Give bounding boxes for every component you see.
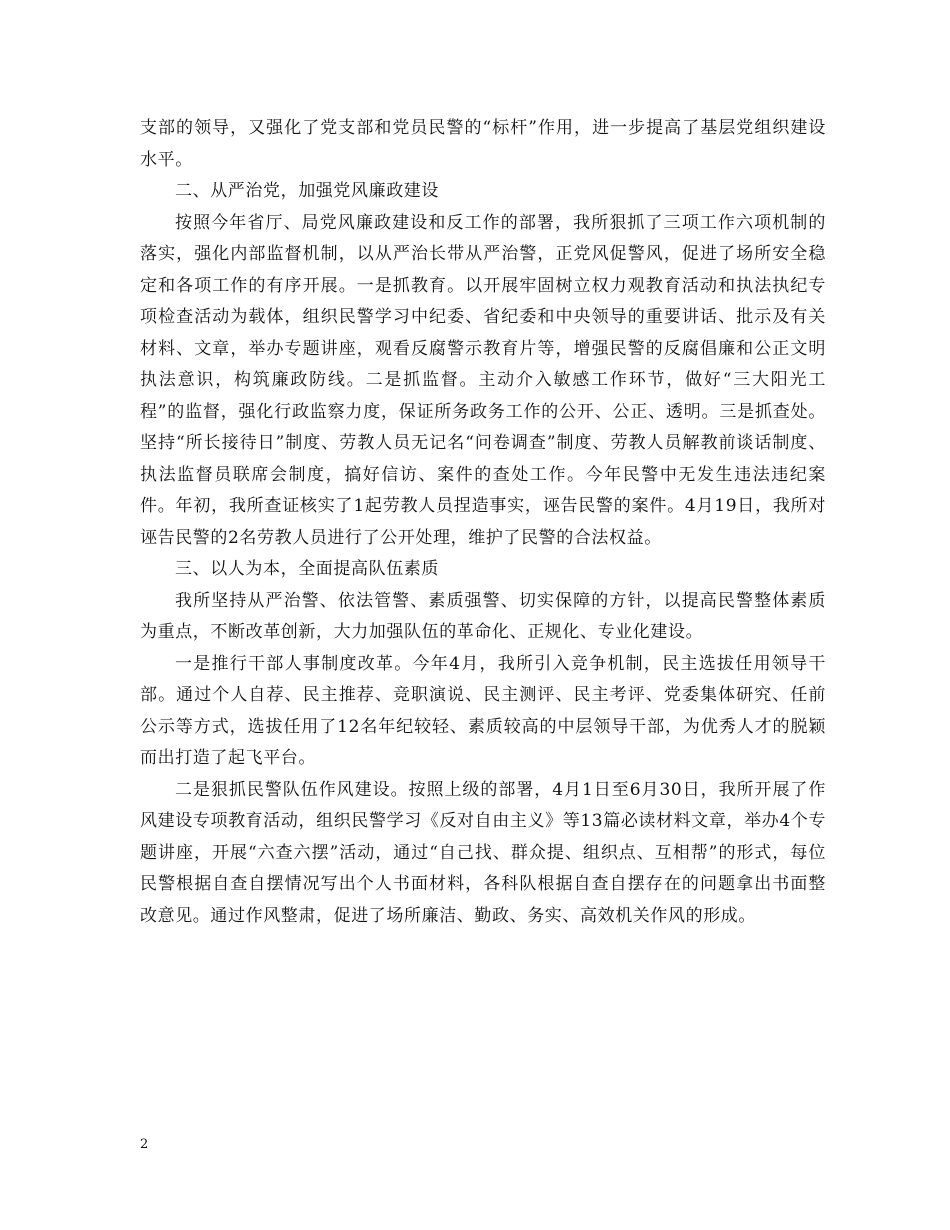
section-heading-2: 二、从严治党，加强党风廉政建设 bbox=[175, 181, 439, 201]
section-heading-3: 三、以人为本，全面提高队伍素质 bbox=[175, 559, 439, 579]
document-body bbox=[140, 113, 826, 932]
paragraph-continuation: 支部的领导，又强化了党支部和党员民警的“标杆”作用，进一步提高了基层党组织建设水平。 bbox=[140, 118, 826, 170]
paragraph-personnel-reform: 一是推行干部人事制度改革。今年4月，我所引入竞争机制，民主选拔任用领导干部。通过个人自荐、民主推荐、竞职演说、民主测评、民主考评、党委集体研究、任前公示等方式，选拔任用了12名年纪较轻、素质较高的中层领导干部，为优秀人才的脱颖而出打造了起飞平台。 bbox=[140, 653, 826, 768]
paragraph-team-quality: 我所坚持从严治警、依法管警、素质强警、切实保障的方针，以提高民警整体素质为重点，不断改革创新，大力加强队伍的革命化、正规化、专业化建设。 bbox=[140, 590, 826, 642]
paragraph-party-discipline: 按照今年省厅、局党风廉政建设和反工作的部署，我所狠抓了三项工作六项机制的落实，强化内部监督机制，以从严治长带从严治警，正党风促警风，促进了场所安全稳定和各项工作的有序开展。一是抓教育。以开展牢固树立权力观教育活动和执法执纪专项检查活动为载体，组织民警学习中纪委、省纪委和中央领导的重要讲话、批示及有关材料、文章，举办专题讲座，观看反腐警示教育片等，增强民警的反腐倡廉和公正文明执法意识，构筑廉政防线。二是抓监督。主动介入敏感工作环节，做好“三大阳光工程”的监督，强化行政监察力度，保证所务政务工作的公开、公正、透明。三是抓查处。坚持“所长接待日”制度、劳教人员无记名“问卷调查”制度、劳教人员解教前谈话制度、执法监督员联席会制度，搞好信访、案件的查处工作。今年民警中无发生违法违纪案件。年初，我所查证核实了1起劳教人员捏造事实，诬告民警的案件。4月19日，我所对诬告民警的2名劳教人员进行了公开处理，维护了民警的合法权益。 bbox=[140, 212, 826, 548]
paragraph-work-style: 二是狠抓民警队伍作风建设。按照上级的部署，4月1日至6月30日，我所开展了作风建设专项教育活动，组织民警学习《反对自由主义》等13篇必读材料文章，举办4个专题讲座，开展“六查六摆”活动，通过“自己找、群众提、组织点、互相帮”的形式，每位民警根据自查自摆情况写出个人书面材料，各科队根据自查自摆存在的问题拿出书面整改意见。通过作风整肃，促进了场所廉洁、勤政、务实、高效机关作风的形成。 bbox=[140, 779, 826, 926]
page-number: 2 bbox=[140, 1137, 149, 1152]
